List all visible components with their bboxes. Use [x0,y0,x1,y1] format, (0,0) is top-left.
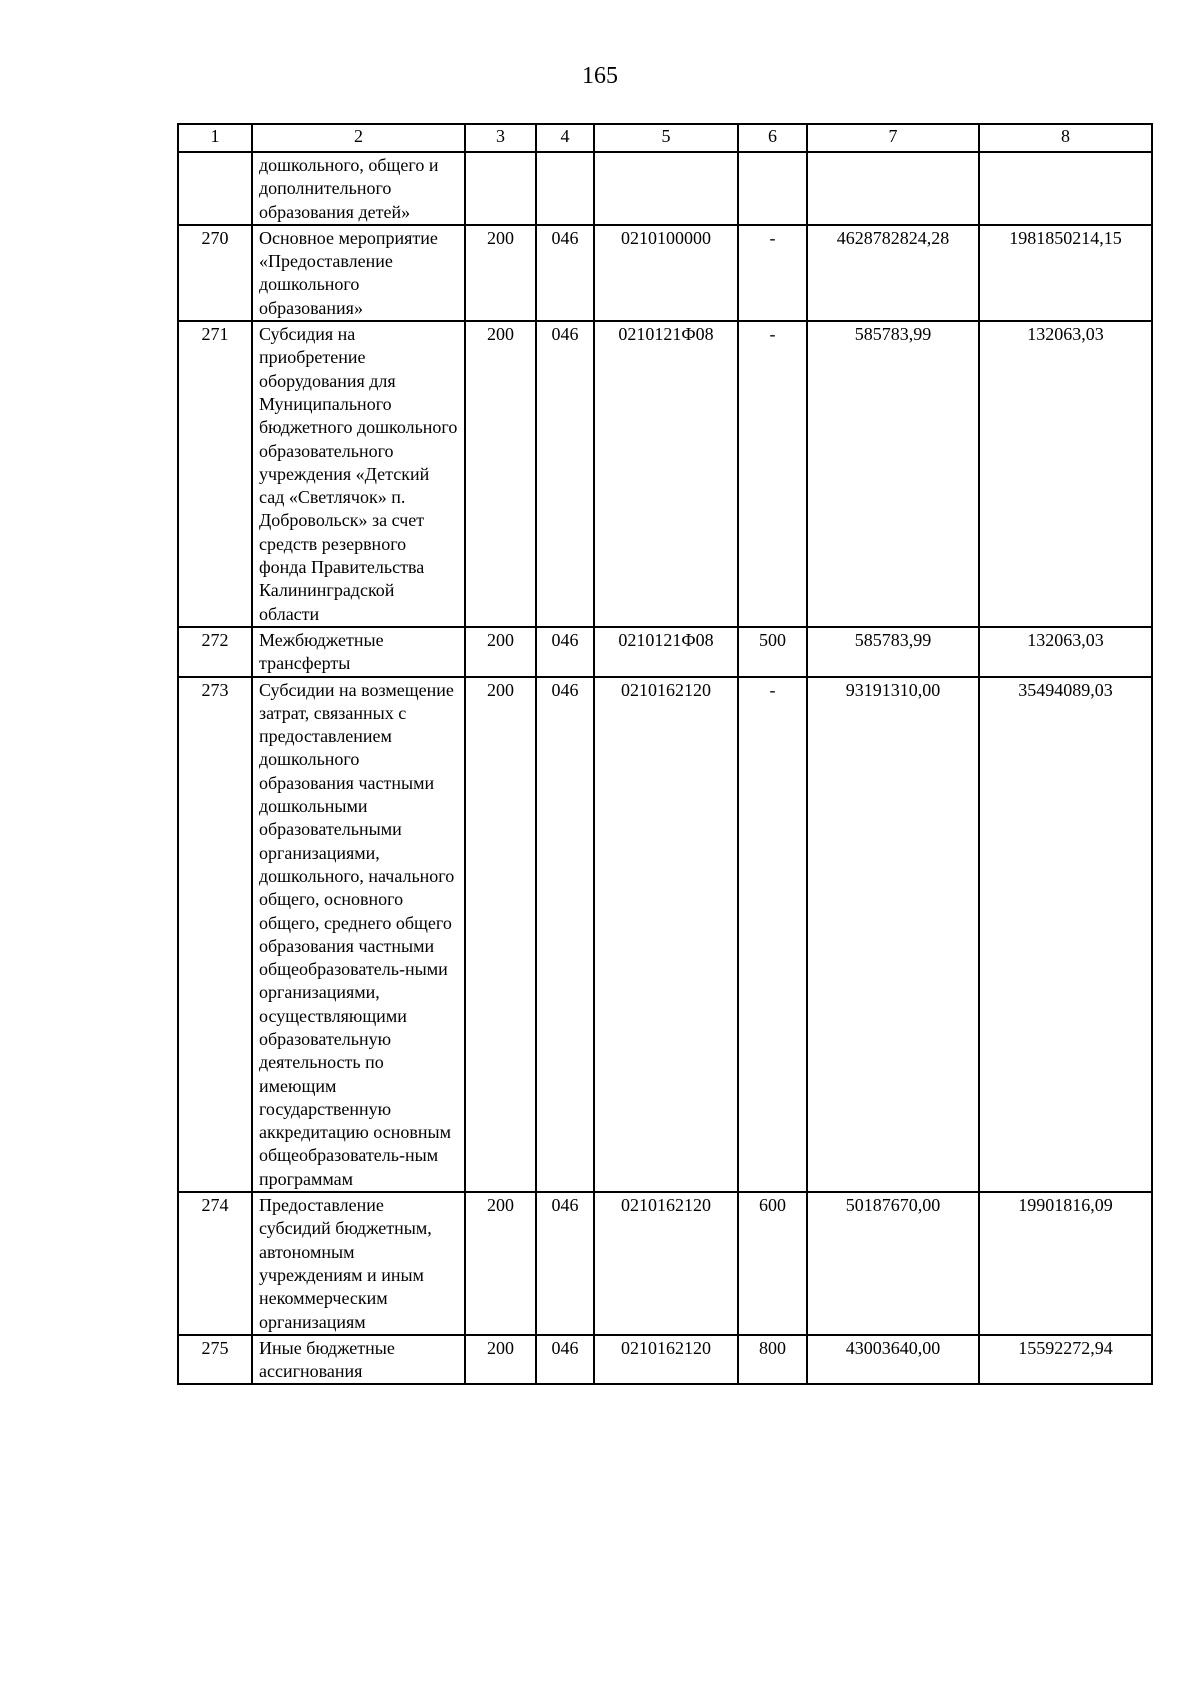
row-number [178,152,252,225]
col-8-value: 1981850214,15 [979,225,1152,321]
col-4-value: 046 [536,225,594,321]
row-name: Субсидия на приобретение оборудования для Муниципального бюджетного дошкольного образовательного учреждения «Детский сад «Светлячок» п. Добровольск» за счет средств резервного фонда Правительства Калининградской области [252,321,465,627]
col-5-value: 0210162120 [594,677,738,1193]
col-4-value: 046 [536,321,594,627]
header-cell-6: 6 [738,124,807,152]
table-row [178,225,1152,321]
col-6-value: 600 [738,1192,807,1335]
header-cell-5: 5 [594,124,738,152]
header-cell-8: 8 [979,124,1152,152]
table-row [178,1192,1152,1335]
table-row [178,627,1152,677]
row-number: 274 [178,1192,252,1335]
col-6-value [738,152,807,225]
page-number: 165 [582,63,618,89]
header-cell-1: 1 [178,124,252,152]
row-number: 270 [178,225,252,321]
col-5-value: 0210100000 [594,225,738,321]
col-8-value [979,152,1152,225]
col-7-value: 585783,99 [807,321,979,627]
row-name: Межбюджетные трансферты [252,627,465,677]
row-name: Иные бюджетные ассигнования [252,1335,465,1385]
col-3-value: 200 [465,627,536,677]
row-number: 272 [178,627,252,677]
row-name: дошкольного, общего и дополнительного образования детей» [252,152,465,225]
col-5-value: 0210121Ф08 [594,321,738,627]
col-4-value: 046 [536,627,594,677]
col-5-value: 0210162120 [594,1192,738,1335]
table-row [178,321,1152,627]
col-3-value [465,152,536,225]
col-8-value: 19901816,09 [979,1192,1152,1335]
header-cell-7: 7 [807,124,979,152]
col-3-value: 200 [465,225,536,321]
table-row [178,677,1152,1193]
col-4-value [536,152,594,225]
col-7-value: 585783,99 [807,627,979,677]
col-4-value: 046 [536,1335,594,1385]
col-3-value: 200 [465,1335,536,1385]
col-8-value: 15592272,94 [979,1335,1152,1385]
col-6-value: - [738,321,807,627]
table-header-row [178,124,1152,152]
col-7-value [807,152,979,225]
col-4-value: 046 [536,1192,594,1335]
col-5-value [594,152,738,225]
row-name: Субсидии на возмещение затрат, связанных с предоставлением дошкольного образования частными дошкольными образовательными организациями, дошкольного, начального общего, основного общего, среднего общего образования частными общеобразователь-ными организациями, осуществляющими образовательную деятельность по имеющим государственную аккредитацию основным общеобразователь-ным программам [252,677,465,1193]
header-cell-2: 2 [252,124,465,152]
col-7-value: 93191310,00 [807,677,979,1193]
col-6-value: - [738,225,807,321]
col-7-value: 50187670,00 [807,1192,979,1335]
row-name: Основное мероприятие «Предоставление дошкольного образования» [252,225,465,321]
col-5-value: 0210121Ф08 [594,627,738,677]
col-3-value: 200 [465,1192,536,1335]
col-6-value: - [738,677,807,1193]
col-8-value: 132063,03 [979,321,1152,627]
col-7-value: 43003640,00 [807,1335,979,1385]
col-7-value: 4628782824,28 [807,225,979,321]
header-cell-3: 3 [465,124,536,152]
col-4-value: 046 [536,677,594,1193]
row-name: Предоставление субсидий бюджетным, автономным учреждениям и иным некоммерческим организациям [252,1192,465,1335]
col-6-value: 500 [738,627,807,677]
col-3-value: 200 [465,321,536,627]
table-row [178,152,1152,225]
header-cell-4: 4 [536,124,594,152]
budget-table [177,123,1153,1385]
col-5-value: 0210162120 [594,1335,738,1385]
row-number: 271 [178,321,252,627]
row-number: 275 [178,1335,252,1385]
table-row [178,1335,1152,1385]
col-8-value: 35494089,03 [979,677,1152,1193]
col-8-value: 132063,03 [979,627,1152,677]
col-6-value: 800 [738,1335,807,1385]
col-3-value: 200 [465,677,536,1193]
row-number: 273 [178,677,252,1193]
